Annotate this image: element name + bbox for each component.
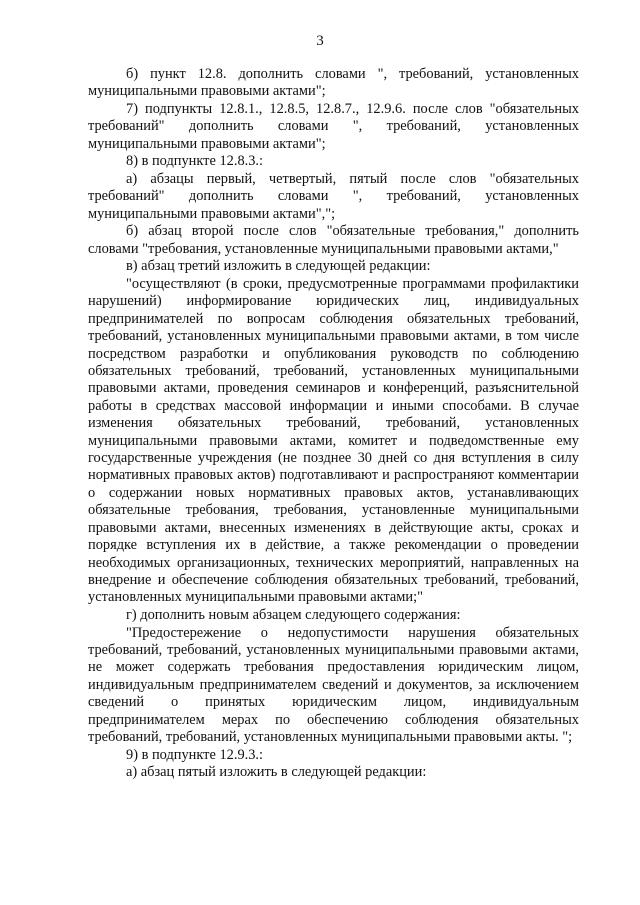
page-number: 3 — [316, 33, 324, 49]
paragraph-6: в) абзац третий изложить в следующей редакции: — [126, 258, 431, 275]
paragraph-1: б) пункт 12.8. дополнить словами ", требований, установленных муниципальными правовыми актами"; — [88, 66, 579, 100]
paragraph-2: 7) подпункты 12.8.1., 12.8.5, 12.8.7., 12.9.6. после слов "обязательных требований" дополнить словами ", требований, установленных муниципальными правовыми актами"; — [88, 101, 579, 152]
paragraph-3: 8) в подпункте 12.8.3.: — [126, 153, 264, 170]
paragraph-9: "Предостережение о недопустимости нарушения обязательных требований, требований, установленных муниципальными правовыми актами, не может содержать требования предоставления юридическим лицом, индивидуальным предпринимателем сведений и документов, за исключением сведений о принятых юридическим лицом, индивидуальным предпринимателем мерах по обеспечению соблюдения обязательных требований, требований, установленных муниципальными правовыми акты. "; — [88, 624, 579, 745]
paragraph-7: "осуществляют (в сроки, предусмотренные программами профилактики нарушений) информирование юридических лиц, индивидуальных предпринимателей по вопросам соблюдения обязательных требований, требований, установленных муниципальными правовыми актами, в том числе посредством разработки и опубликования руководств по соблюдению обязательных требований, требований, установленных муниципальными правовыми актами, проведения семинаров и конференций, разъяснительной работы в средствах массовой информации и иными способами. В случае изменения обязательных требований, требований, установленных муниципальными правовыми актами, комитет и подведомственные ему государственные учреждения (не позднее 30 дней со дня вступления в силу нормативных правовых актов) подготавливают и распространяют комментарии о содержании новых нормативных правовых актов, устанавливающих обязательные требования, требования, установленные муниципальными правовыми актами, внесенных изменениях в действующие акты, сроках и порядке вступления их в действие, а также рекомендации о проведении необходимых организационных, технических мероприятий, направленных на внедрение и обеспечение соблюдения обязательных требований, требований, установленных муниципальными правовыми актами;" — [88, 276, 579, 606]
paragraph-8: г) дополнить новым абзацем следующего содержания: — [126, 606, 461, 623]
paragraph-4: а) абзацы первый, четвертый, пятый после слов "обязательных требований" дополнить словами ", требований, установленных муниципальными правовыми актами","; — [88, 171, 579, 222]
paragraph-5: б) абзац второй после слов "обязательные требования," дополнить словами "требования, установленные муниципальными правовыми актами," — [88, 223, 579, 257]
paragraph-10: 9) в подпункте 12.9.3.: — [126, 746, 264, 763]
document-body — [88, 66, 579, 782]
paragraph-11: а) абзац пятый изложить в следующей редакции: — [126, 764, 427, 781]
